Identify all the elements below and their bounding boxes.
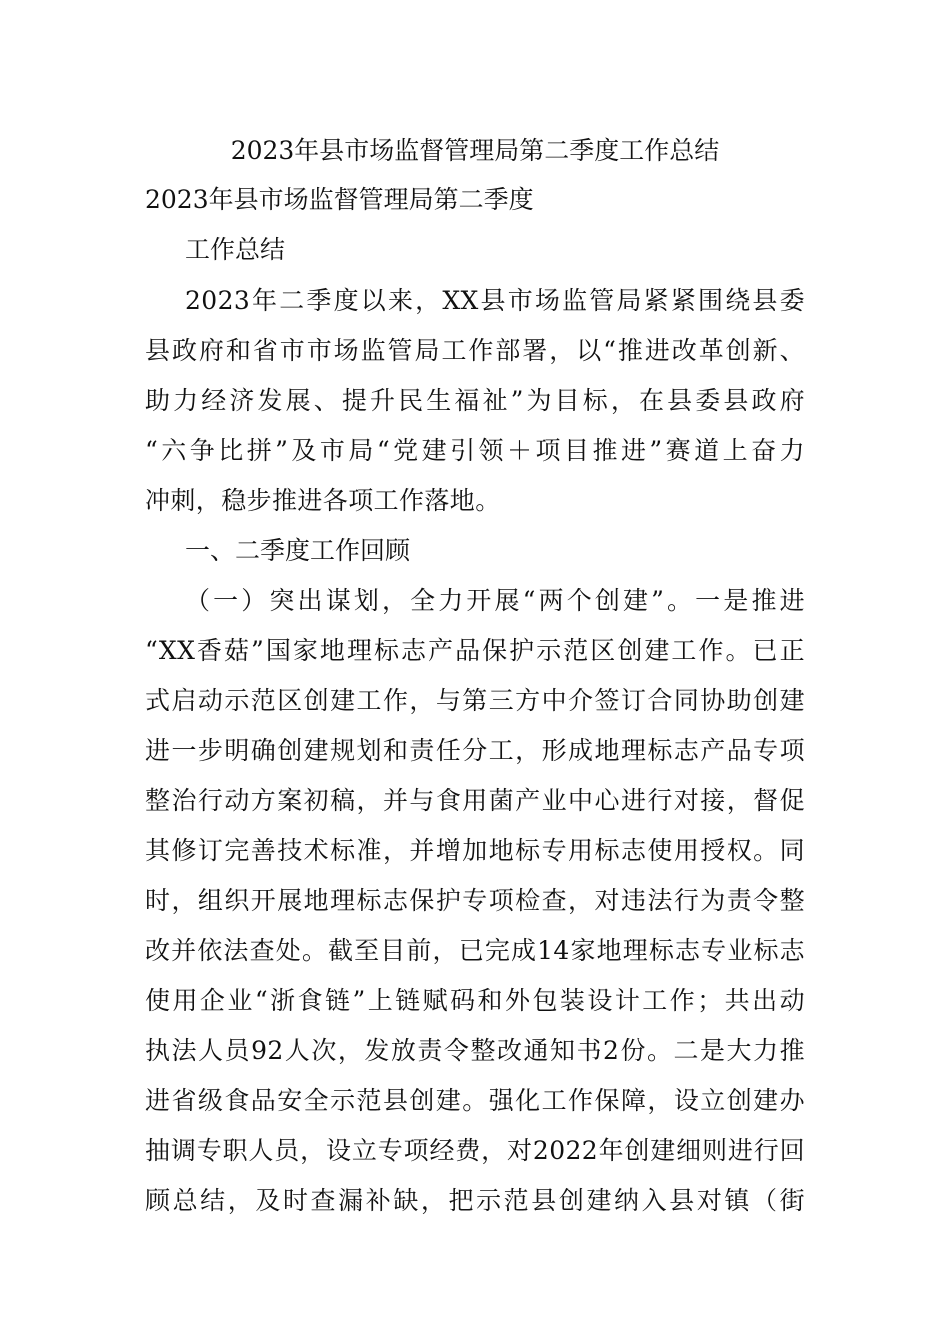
section-paragraph-line: （一）突出谋划，全力开展“两个创建”。一是推进 [185,586,805,615]
section-paragraph-line: 整治行动方案初稿，并与食用菌产业中心进行对接，督促 [145,786,805,815]
subtitle-line-1: 2023年县市场监督管理局第二季度 [145,185,534,214]
section-paragraph-line: 使用企业“浙食链”上链赋码和外包装设计工作；共出动 [145,986,805,1015]
section-heading: 一、二季度工作回顾 [185,536,411,565]
section-paragraph-line: 进一步明确创建规划和责任分工，形成地理标志产品专项 [145,736,805,765]
intro-paragraph-line: “六争比拼”及市局“党建引领＋项目推进”赛道上奋力 [145,436,805,465]
intro-paragraph-line: 2023年二季度以来，XX县市场监管局紧紧围绕县委 [185,286,805,315]
section-paragraph-line: 式启动示范区创建工作，与第三方中介签订合同协助创建 [145,686,805,715]
section-paragraph-line: 顾总结，及时查漏补缺，把示范县创建纳入县对镇（街 [145,1186,805,1215]
intro-paragraph-line: 助力经济发展、提升民生福祉”为目标，在县委县政府 [145,386,805,415]
section-paragraph-line: 执法人员92人次，发放责令整改通知书2份。二是大力推 [145,1036,805,1065]
section-paragraph-line: 进省级食品安全示范县创建。强化工作保障，设立创建办 [145,1086,805,1115]
subtitle-line-2: 工作总结 [185,235,286,264]
section-paragraph-line: “XX香菇”国家地理标志产品保护示范区创建工作。已正 [145,636,805,665]
section-paragraph-line: 其修订完善技术标准，并增加地标专用标志使用授权。同 [145,836,805,865]
section-paragraph-line: 抽调专职人员，设立专项经费，对2022年创建细则进行回 [145,1136,805,1165]
section-paragraph-line: 改并依法查处。截至目前，已完成14家地理标志专业标志 [145,936,805,965]
intro-paragraph-line: 冲刺，稳步推进各项工作落地。 [145,486,501,515]
document-title: 2023年县市场监督管理局第二季度工作总结 [230,136,720,165]
section-paragraph-line: 时，组织开展地理标志保护专项检查，对违法行为责令整 [145,886,805,915]
intro-paragraph-line: 县政府和省市市场监管局工作部署，以“推进改革创新、 [145,336,805,365]
